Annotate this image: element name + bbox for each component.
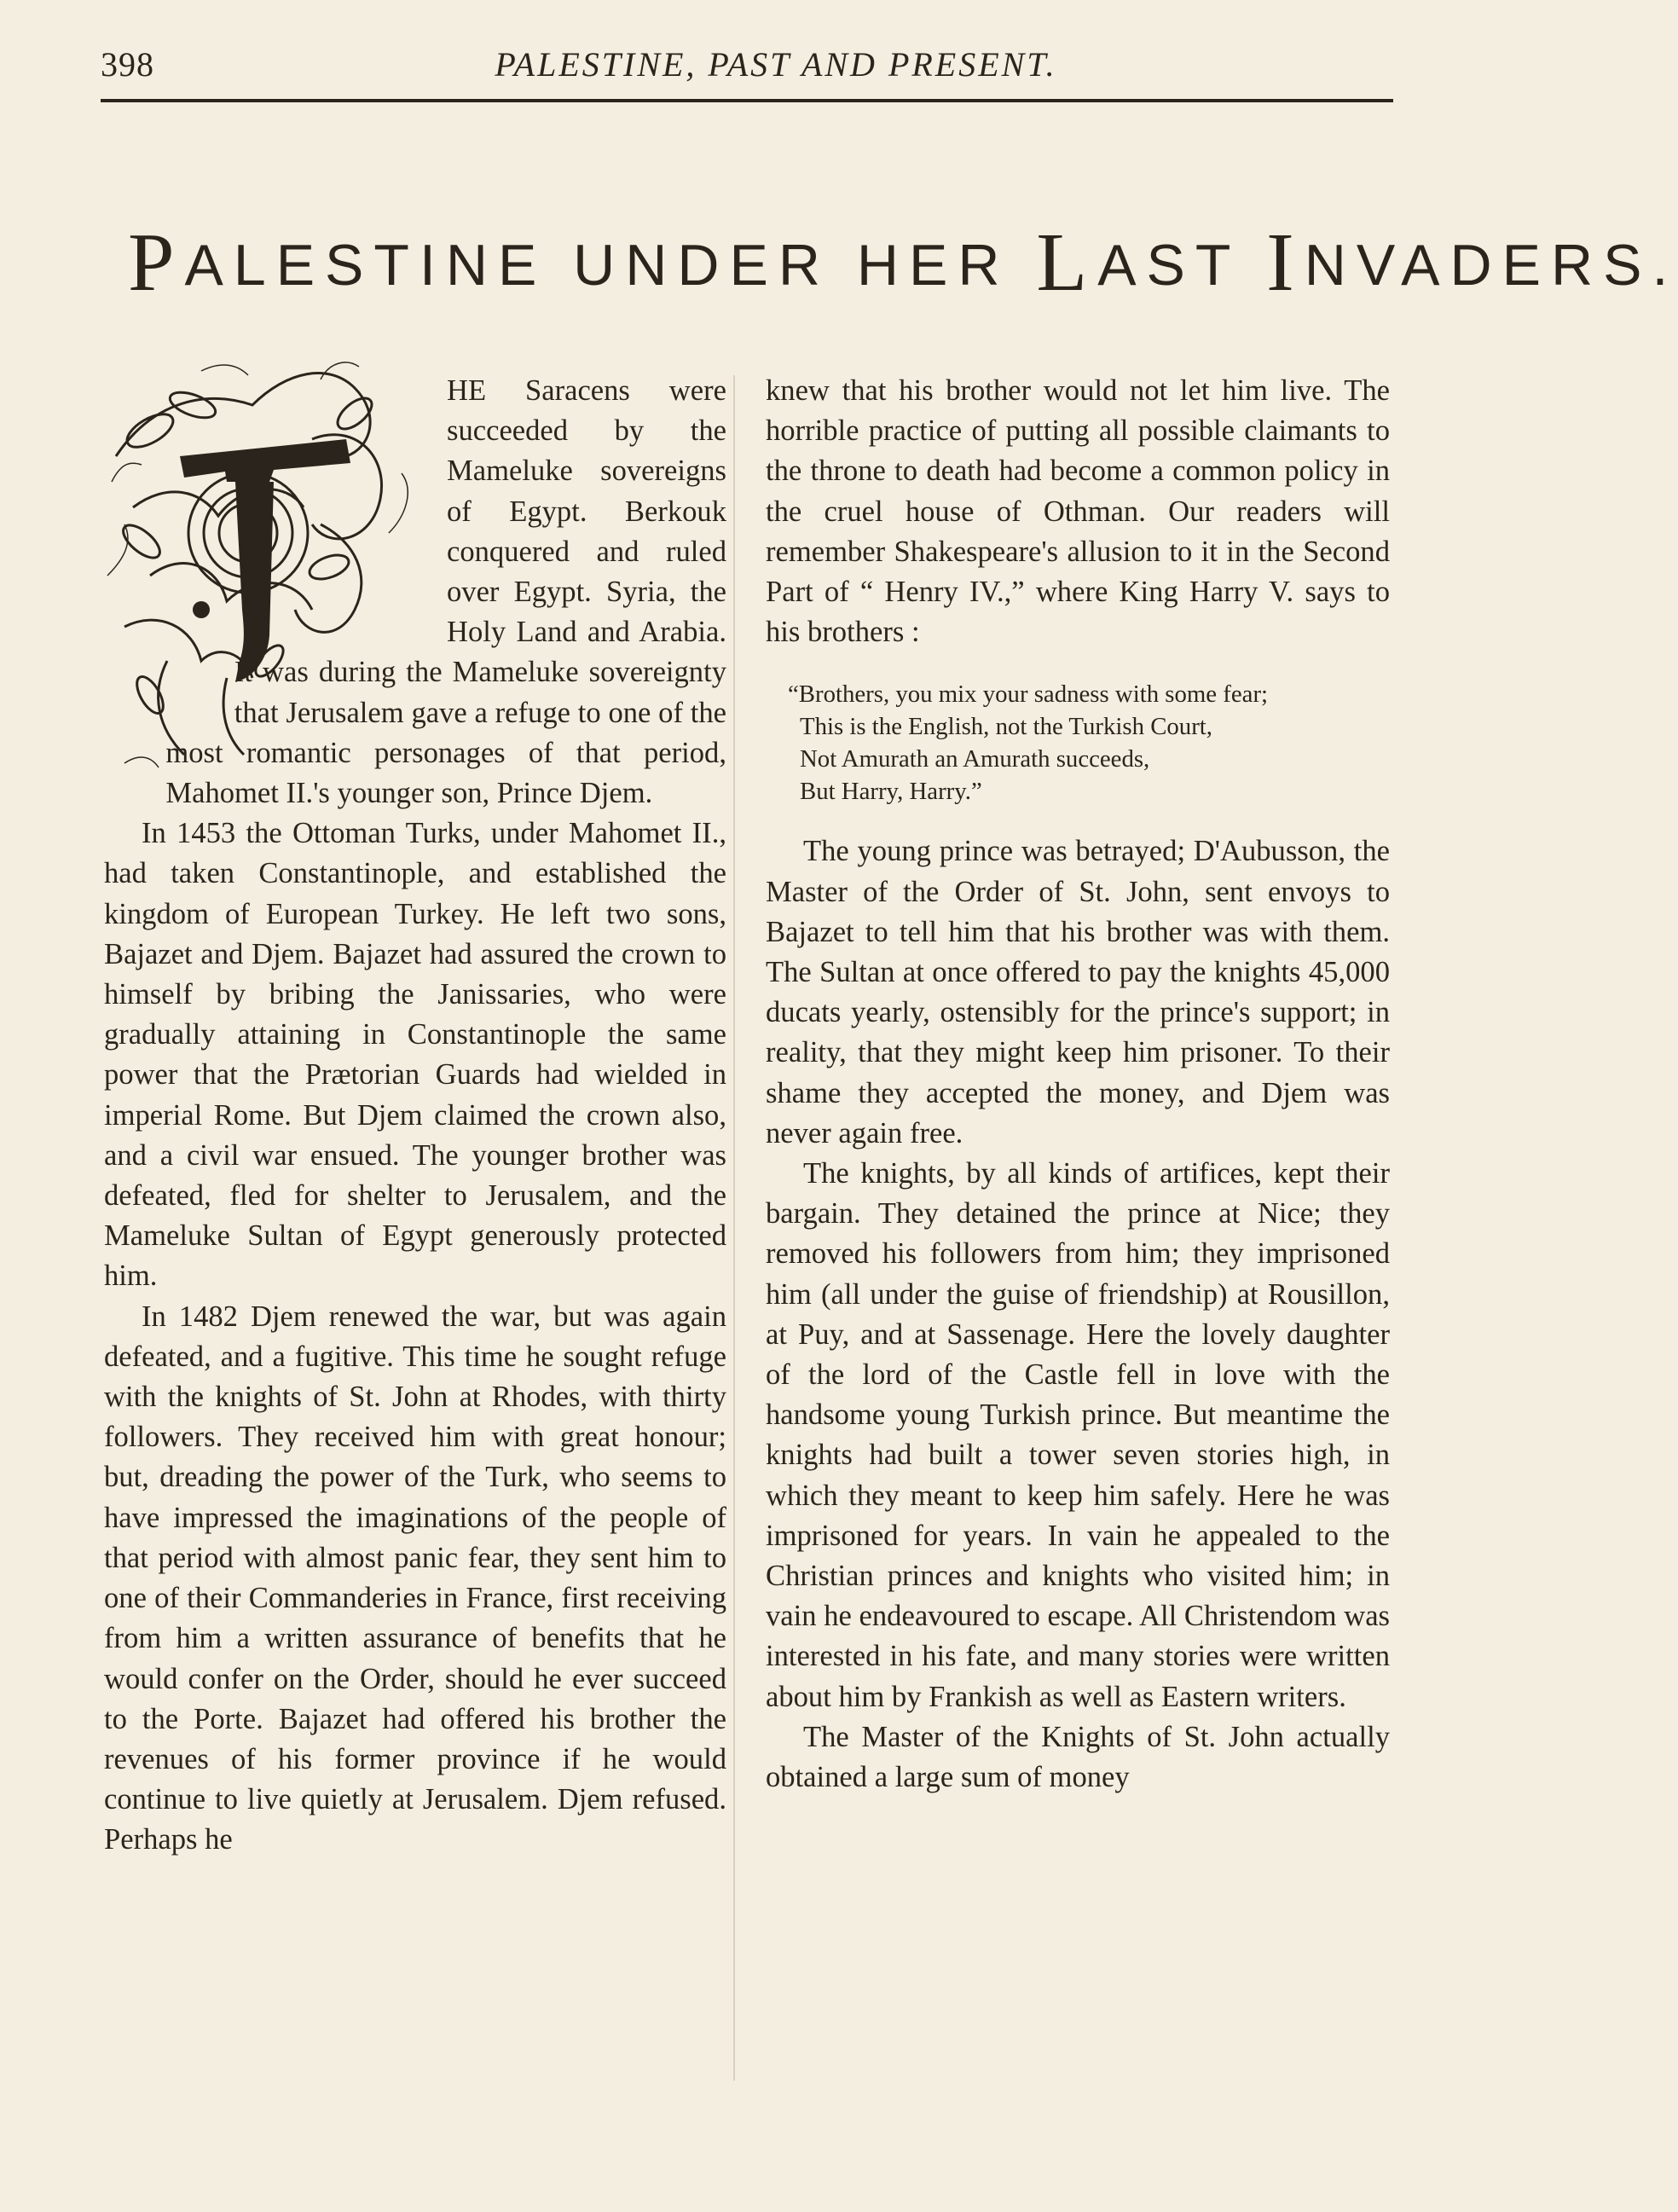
title-initial-p: P xyxy=(128,217,185,309)
paragraph-5: The knights, by all kinds of artifices, kept their bargain. They detained the prince at Nice; they removed his followers from him; they imprisoned him (all under the guise of friendship) at Rousillon, at Puy, and at Sassenage. Here the lovely daughter of the lord of the Castle fell in love with the handsome young Turkish prince. But meantime the knights had built a tower seven stories high, in which they meant to keep him safely. Here he was imprisoned for years. In vain he appealed to the Christian princes and knights who visited him; in vain he endeavoured to escape. All Christendom was interested in his fate, and many stories were written about him by Frankish as well as Eastern writers. xyxy=(766,1157,1390,1713)
title-part-1: ALESTINE UNDER HER xyxy=(184,233,1037,298)
paragraph-1: HE Saracens were succeeded by the Mameluke sovereigns of Egypt. Berkouk conquered and ruled over Egypt. Syria, the Holy Land and Arabia. It was during the Mameluke sovereignty that Jerusalem gave a refuge to one of the most romantic personages of that period, Mahomet II.'s younger son, Prince Djem. xyxy=(165,374,726,810)
article-title xyxy=(128,215,1678,310)
column-divider xyxy=(733,375,735,2081)
title-part-3: NVADERS. xyxy=(1304,233,1678,298)
right-column xyxy=(766,371,1390,1798)
left-column xyxy=(104,371,726,1861)
paragraph-continued: knew that his brother would not let him live. The horrible practice of putting all possible claimants to the throne to death had become a common policy in the cruel house of Othman. Our readers will remember Shakespeare's allusion to it in the Second Part of “ Henry IV.,” where King Harry V. says to his brothers : xyxy=(766,374,1390,649)
running-title: PALESTINE, PAST AND PRESENT. xyxy=(495,45,1057,84)
title-initial-l: L xyxy=(1036,217,1098,309)
page-number: 398 xyxy=(101,45,154,84)
title-initial-i: I xyxy=(1266,217,1305,309)
header-rule xyxy=(101,99,1393,102)
quote-line: Not Amurath an Amurath succeeds, xyxy=(800,745,1150,773)
verse-quotation xyxy=(788,678,1390,808)
quote-line: This is the English, not the Turkish Court, xyxy=(800,713,1212,741)
paragraph-4: The young prince was betrayed; D'Aubusson, the Master of the Order of St. John, sent envoys to Bajazet to tell him that his brother was with them. The Sultan at once offered to pay the knights 45,000 ducats yearly, ostensibly for the prince's support; in reality, that they might keep him prisoner. To their shame they accepted the money, and Djem was never again free. xyxy=(766,835,1390,1149)
title-part-2: AST xyxy=(1097,233,1267,298)
paragraph-6: The Master of the Knights of St. John actually obtained a large sum of money xyxy=(766,1720,1390,1794)
quote-line: But Harry, Harry.” xyxy=(800,778,982,806)
quote-line: “Brothers, you mix your sadness with some fear; xyxy=(788,680,1269,709)
paragraph-2: In 1453 the Ottoman Turks, under Mahomet II., had taken Constantinople, and established the kingdom of European Turkey. He left two sons, Bajazet and Djem. Bajazet had assured the crown to himself by bribing the Janissaries, who were gradually attaining in Constantinople the same power that the Prætorian Guards had wielded in imperial Rome. But Djem claimed the crown also, and a civil war ensued. The younger brother was defeated, fled for shelter to Jerusalem, and the Mameluke Sultan of Egypt generously protected him. xyxy=(104,817,726,1293)
paragraph-3: In 1482 Djem renewed the war, but was again defeated, and a fugitive. This time he sought refuge with the knights of St. John at Rhodes, with thirty followers. They received him with great honour; but, dreading the power of the Turk, who seems to have impressed the imaginations of the people of that period with almost panic fear, they sent him to one of their Commanderies in France, first receiving from him a written assurance of benefits that he would confer on the Order, should he ever succeed to the Porte. Bajazet had offered his brother the revenues of his former province if he would continue to live quietly at Jerusalem. Djem refused. Perhaps he xyxy=(104,1300,726,1856)
